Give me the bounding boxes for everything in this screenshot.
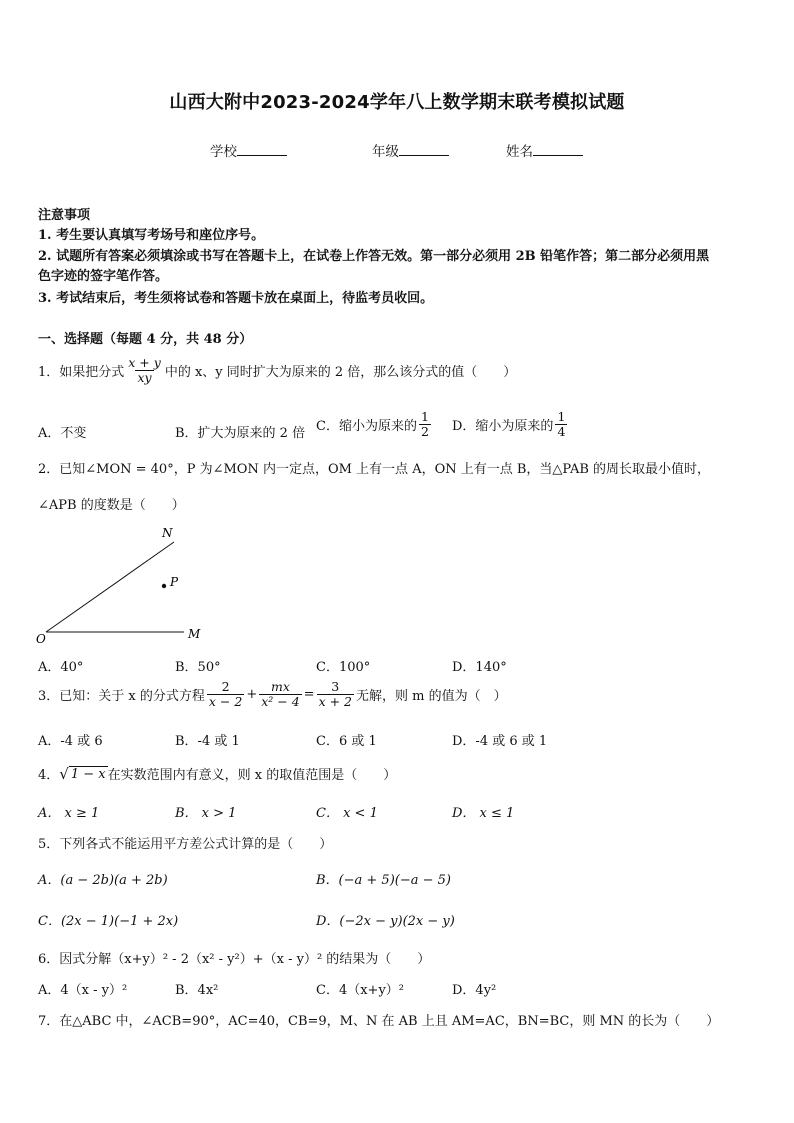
- q4-pre: 4．: [38, 768, 60, 783]
- notice-item: 色字迹的签字笔作答。: [38, 269, 169, 284]
- q3-f2-den: x² − 4: [261, 694, 300, 710]
- label-m: M: [188, 627, 201, 641]
- q1-c-fraction: [419, 410, 431, 440]
- q1-option-b[interactable]: B．扩大为原来的 2 倍: [175, 426, 306, 441]
- name-blank[interactable]: [533, 143, 583, 156]
- question-4-stem: [38, 764, 396, 783]
- point-p: [162, 584, 166, 588]
- question-2-line1: 2．已知∠MON = 40°，P 为∠MON 内一定点，OM 上有一点 A，ON 上有一点 B，当△PAB 的周长取最小值时，: [38, 462, 711, 477]
- notice-heading: 注意事项: [38, 208, 91, 223]
- notice-item: 3. 考试结束后，考生须将试卷和答题卡放在桌面上，待监考员收回。: [38, 291, 434, 306]
- q6-option-a[interactable]: A．4（x - y）²: [38, 983, 128, 998]
- q1-after: 中的 x、y 同时扩大为原来的 2 倍，那么该分式的值（ ）: [164, 365, 517, 381]
- q1-before: 1．如果把分式: [38, 365, 125, 381]
- question-5-stem: 5．下列各式不能运用平方差公式计算的是（ ）: [38, 837, 333, 852]
- q5-option-c[interactable]: C．(2x − 1)(−1 + 2x): [38, 914, 179, 929]
- q5-option-b[interactable]: B．(−a + 5)(−a − 5): [316, 873, 451, 888]
- q5-option-a[interactable]: A．(a − 2b)(a + 2b): [38, 873, 168, 888]
- page-title: 山西大附中2023-2024学年八上数学期末联考模拟试题: [169, 92, 625, 113]
- q3-f2-num: mx: [270, 679, 290, 694]
- ray-on: [46, 542, 174, 632]
- q3-f1-num: 2: [221, 679, 230, 694]
- q1-c-frac-num: 1: [420, 409, 429, 424]
- grade-blank[interactable]: [399, 143, 449, 156]
- q2-option-c[interactable]: C．100°: [316, 660, 371, 675]
- grade-field[interactable]: [372, 140, 449, 160]
- q6-option-c[interactable]: C．4（x+y）²: [316, 983, 404, 998]
- q3-fraction-2: [259, 680, 301, 710]
- school-field[interactable]: [210, 140, 287, 160]
- q1-option-a[interactable]: A．不变: [38, 426, 87, 441]
- q1-fraction: [126, 356, 163, 386]
- q3-plus: +: [246, 687, 258, 703]
- section-heading: 一、选择题（每题 4 分，共 48 分）: [38, 332, 253, 347]
- q3-fraction-3: [317, 680, 354, 710]
- label-n: N: [162, 526, 173, 540]
- question-3-stem: [38, 680, 507, 710]
- angle-diagram: [34, 522, 214, 646]
- school-label: 学校: [210, 144, 237, 160]
- question-1-stem: [38, 356, 516, 386]
- q4-after: 在实数范围内有意义，则 x 的取值范围是（ ）: [107, 768, 397, 783]
- name-field[interactable]: [506, 140, 583, 160]
- q3-f3-num: 3: [331, 679, 340, 694]
- grade-label: 年级: [372, 144, 399, 160]
- q3-fraction-1: [207, 680, 244, 710]
- notice-item: 1. 考生要认真填写考场号和座位序号。: [38, 228, 265, 243]
- q1-c-label: C．缩小为原来的: [316, 419, 417, 435]
- q3-after: 无解，则 m 的值为（ ）: [356, 689, 507, 705]
- school-blank[interactable]: [237, 143, 287, 156]
- q3-f3-den: x + 2: [318, 694, 352, 710]
- q3-option-c[interactable]: C．6 或 1: [316, 734, 377, 749]
- question-2-line2: ∠APB 的度数是（ ）: [38, 498, 185, 513]
- q6-option-d[interactable]: D．4y²: [452, 983, 497, 998]
- q1-option-c[interactable]: [316, 410, 433, 440]
- q6-option-b[interactable]: B．4x²: [175, 983, 219, 998]
- q1-frac-num: x + y: [128, 355, 161, 370]
- q2-option-b[interactable]: B．50°: [175, 660, 221, 675]
- q1-d-frac-den: 4: [557, 424, 566, 440]
- name-label: 姓名: [506, 144, 533, 160]
- q1-d-fraction: [555, 410, 567, 440]
- q3-eq: =: [303, 687, 315, 703]
- q4-option-c[interactable]: C． x < 1: [316, 806, 378, 821]
- q5-option-d[interactable]: D．(−2x − y)(2x − y): [316, 914, 455, 929]
- notice-item: 2. 试题所有答案必须填涂或书写在答题卡上，在试卷上作答无效。第一部分必须用 2B 铅笔作答；第二部分必须用黑: [38, 249, 710, 264]
- q4-option-a[interactable]: A． x ≥ 1: [38, 806, 100, 821]
- question-7-stem: 7．在△ABC 中，∠ACB=90°，AC=40，CB=9，M、N 在 AB 上且 AM=AC，BN=BC，则 MN 的长为（ ）: [38, 1014, 720, 1029]
- q4-radicand: 1 − x: [70, 766, 106, 782]
- q3-f1-den: x − 2: [208, 694, 243, 710]
- q4-option-b[interactable]: B． x > 1: [175, 806, 237, 821]
- q3-before: 3．已知：关于 x 的分式方程: [38, 689, 205, 705]
- q2-option-d[interactable]: D．140°: [452, 660, 507, 675]
- question-6-stem: 6．因式分解（x+y）² - 2（x² - y²）+（x - y）² 的结果为（ ）: [38, 952, 431, 967]
- q1-option-d[interactable]: [452, 410, 569, 440]
- q1-d-frac-num: 1: [557, 409, 566, 424]
- label-p: P: [170, 575, 179, 589]
- q4-option-d[interactable]: D． x ≤ 1: [452, 806, 515, 821]
- q1-frac-den: xy: [137, 370, 152, 386]
- q1-d-label: D．缩小为原来的: [452, 419, 554, 435]
- q3-option-d[interactable]: D．-4 或 6 或 1: [452, 734, 548, 749]
- sqrt-icon: √: [59, 764, 69, 783]
- q2-option-a[interactable]: A．40°: [38, 660, 84, 675]
- q1-c-frac-den: 2: [420, 424, 429, 440]
- q3-option-a[interactable]: A．-4 或 6: [38, 734, 103, 749]
- label-o: O: [36, 632, 46, 646]
- q3-option-b[interactable]: B．-4 或 1: [175, 734, 240, 749]
